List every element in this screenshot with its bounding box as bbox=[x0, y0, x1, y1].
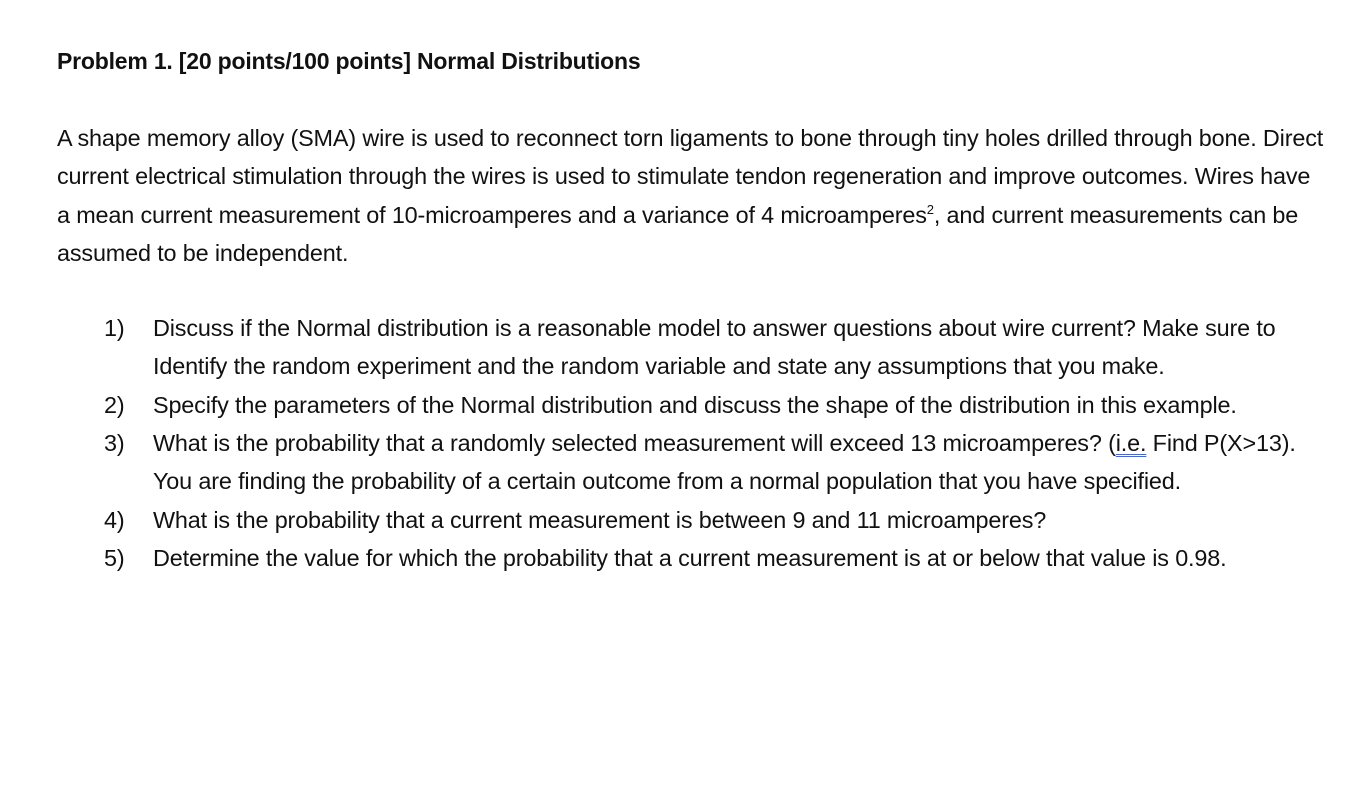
question-text: Discuss if the Normal distribution is a reasonable model to answer questions about wire current? Make sure to Identify the random experiment and the random variable and state any assumptions that you make. bbox=[153, 315, 1276, 380]
question-item-3 bbox=[57, 424, 1327, 501]
intro-superscript: 2 bbox=[926, 201, 934, 217]
question-item-5 bbox=[57, 539, 1327, 577]
question-item-1 bbox=[57, 309, 1327, 386]
intro-text: A shape memory alloy (SMA) wire is used to reconnect torn ligaments to bone through tiny holes drilled through bone. Direct current electrical stimulation through the wires is used to stimulate tendon regeneration and improve outcomes. Wires have a mean current measurement of 10-microamperes and a variance of 4 microamperes bbox=[57, 125, 1324, 228]
question-text: Determine the value for which the probability that a current measurement is at or below that value is 0.98. bbox=[153, 544, 1227, 571]
question-text: What is the probability that a randomly selected measurement will exceed 13 microamperes? ( bbox=[153, 430, 1116, 457]
problem-title: Problem 1. [20 points/100 points] Normal Distributions bbox=[57, 48, 641, 74]
question-number: 4) bbox=[104, 506, 125, 533]
question-item-4 bbox=[57, 501, 1327, 539]
document-page bbox=[57, 42, 1327, 577]
question-number: 5) bbox=[104, 544, 125, 571]
question-item-2 bbox=[57, 386, 1327, 424]
question-text: Specify the parameters of the Normal distribution and discuss the shape of the distribution in this example. bbox=[153, 391, 1237, 418]
spellcheck-underlined-text: i.e. bbox=[1115, 430, 1147, 457]
question-number: 2) bbox=[104, 391, 125, 418]
question-number: 1) bbox=[104, 315, 125, 342]
intro-text-end: , and current measurements can be assumed to be independent. bbox=[57, 201, 1299, 266]
question-list bbox=[57, 309, 1327, 577]
question-number: 3) bbox=[104, 430, 125, 457]
question-text: What is the probability that a current measurement is between 9 and 11 microamperes? bbox=[153, 506, 1047, 533]
question-text-end: Find P(X>13). You are finding the probability of a certain outcome from a normal population that you have specified. bbox=[153, 430, 1296, 495]
problem-intro bbox=[57, 119, 1327, 272]
